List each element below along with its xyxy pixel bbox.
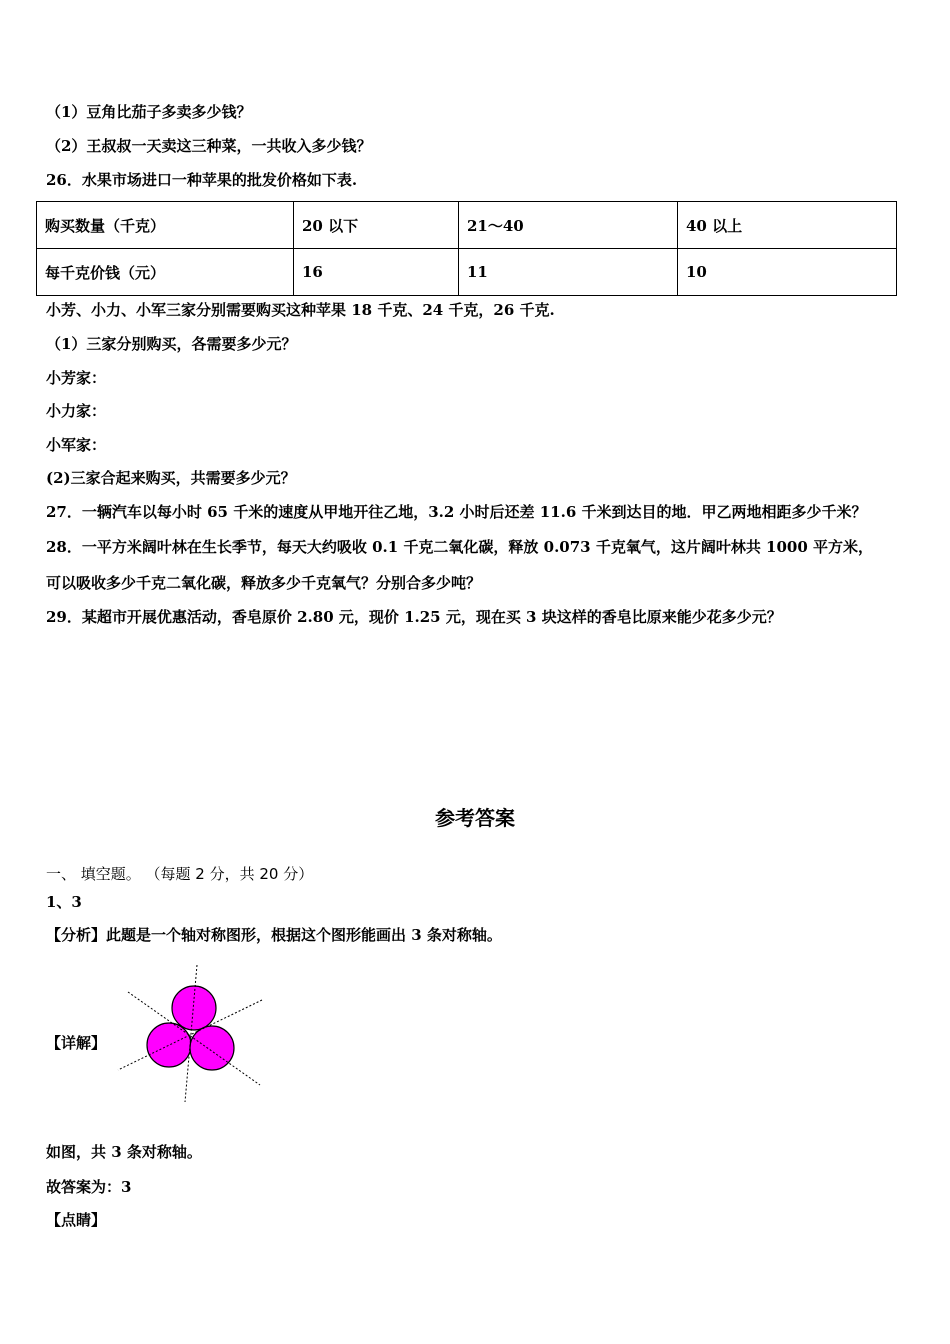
q29: 29．某超市开展优惠活动，香皂原价 2.80 元，现价 1.25 元，现在买 3 块这样的香皂比原来能少花多少元？ [46, 608, 782, 626]
q27: 27．一辆汽车以每小时 65 千米的速度从甲地开往乙地，3.2 小时后还差 11.6 千米到达目的地．甲乙两地相距多少千米？ [46, 503, 867, 521]
answers-title: 参考答案 [435, 806, 515, 830]
q28-line-1: 28．一平方米阔叶林在生长季节，每天大约吸收 0.1 千克二氧化碳，释放 0.073 千克氧气，这片阔叶林共 1000 平方米， [46, 538, 874, 556]
table-cell: 10 [678, 249, 897, 296]
table-cell: 21～40 [459, 202, 678, 249]
table-cell: 11 [459, 249, 678, 296]
circle-left [147, 1023, 191, 1067]
q26-sub-1: （1）三家分别购买，各需要多少元？ [46, 335, 297, 353]
table-cell: 购买数量（千克） [37, 202, 294, 249]
xiaofang-label: 小芳家： [46, 369, 107, 387]
q28-line-2: 可以吸收多少千克二氧化碳，释放多少千克氧气？分别合多少吨？ [46, 574, 482, 592]
analysis-text: 【分析】此题是一个轴对称图形，根据这个图形能画出 3 条对称轴。 [46, 926, 502, 944]
table-cell: 每千克价钱（元） [37, 249, 294, 296]
final-answer: 故答案为：3 [46, 1178, 132, 1196]
question-part-2: （2）王叔叔一天卖这三种菜，一共收入多少钱？ [46, 137, 372, 155]
circle-right [190, 1026, 234, 1070]
symmetry-figure [110, 960, 270, 1105]
answers-section-heading: 一、 填空题。 （每题 2 分，共 20 分） [46, 865, 314, 883]
price-table [36, 201, 897, 296]
q26-intro: 小芳、小力、小军三家分别需要购买这种苹果 18 千克、24 千克，26 千克. [46, 301, 555, 319]
table-cell: 20 以下 [294, 202, 459, 249]
detail-label: 【详解】 [46, 1034, 107, 1052]
conclusion-text: 如图，共 3 条对称轴。 [46, 1143, 202, 1161]
table-row [37, 249, 897, 296]
xiaojun-label: 小军家： [46, 436, 107, 454]
question-part-1: （1）豆角比茄子多卖多少钱？ [46, 103, 252, 121]
q26-stem: 26．水果市场进口一种苹果的批发价格如下表. [46, 171, 358, 189]
table-cell: 16 [294, 249, 459, 296]
table-row [37, 202, 897, 249]
xiaoli-label: 小力家： [46, 402, 107, 420]
comment-label: 【点睛】 [46, 1211, 107, 1229]
table-cell: 40 以上 [678, 202, 897, 249]
circle-top [172, 986, 216, 1030]
q26-sub-2: (2)三家合起来购买，共需要多少元？ [46, 469, 296, 487]
answer-1: 1、3 [46, 893, 82, 911]
